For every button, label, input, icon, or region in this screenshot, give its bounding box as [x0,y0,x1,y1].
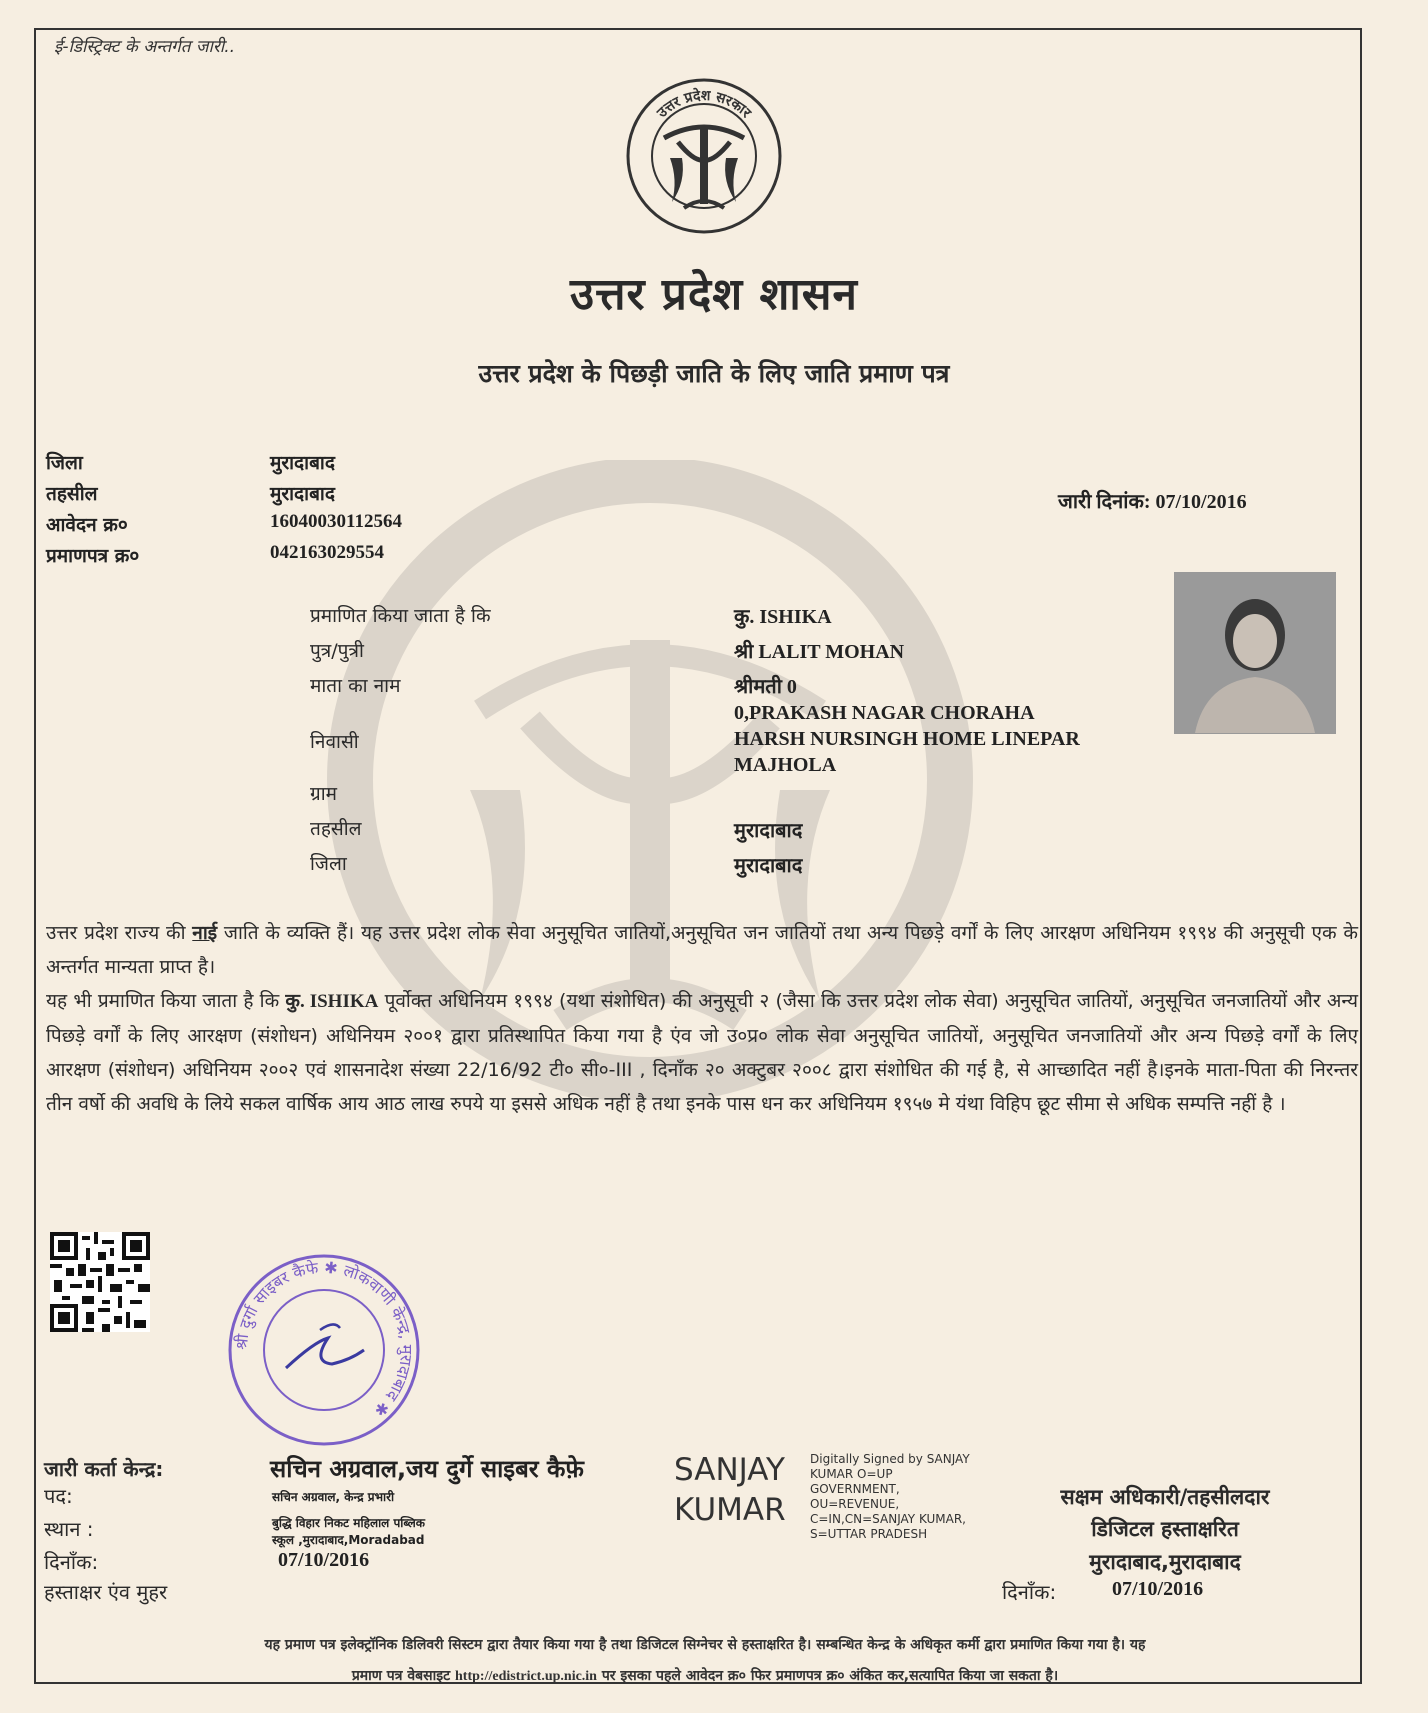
issue-date: जारी दिनांक: 07/10/2016 [1058,491,1247,513]
caste-text-start: उत्तर प्रदेश राज्य की [46,922,193,944]
tehsil-value: मुरादाबाद [270,483,335,505]
footer-text: पर इसका पहले आवेदन क्र० फिर प्रमाणपत्र क्र० अंकित कर,सत्यापित किया जा सकता है। [596,1668,1059,1684]
post-value: सचिन अग्रवाल, केन्द्र प्रभारी [272,1490,395,1504]
authority-title: सक्षम अधिकारी/तहसीलदार [1060,1485,1270,1509]
applicant-photo [1174,572,1336,734]
person-photo-icon [1175,573,1335,733]
authority-date-label: दिनाँक: [1002,1580,1057,1604]
qr-code-icon [50,1232,150,1332]
person-tehsil-value: मुरादाबाद [734,818,803,842]
certificate-label: प्रमाणपत्र क्र० [46,545,140,567]
e-district-note: ई-डिस्ट्रिक्ट के अन्तर्गत जारी.. [54,37,236,57]
cert-text-end: पूर्वोक्त अधिनियम १९९४ (यथा संशोधित) की अनुसूची २ (जैसा कि उत्तर प्रदेश लोक सेवा) अनुसूचित जातियों, अनुसूचित जनजातियों और अन्य पिछड़े वर्गों के लिए आरक्षण (संशोधन) अधिनियम २००१ द्वारा प्रतिस्थापित किया गया है एंव जो उ०प्र० लोक सेवा अनुसूचित जातियों, अनुसूचित जनजातियों और अन्य पिछड़े वर्गों के लिए आरक्षण (संशोधन) अधिनियम २००२ एवं शासनादेश संख्या 22/16/92 टी० सी०-III , दिनाँक २० अक्टुबर २००८ द्वारा संशोधित की गई है, से आच्छादित नहीं है।इनके माता-पिता की निरन्तर तीन वर्षो की अवधि के लिये सकल वार्षिक आय आठ लाख रुपये या इससे अधिक नहीं है तथा इनके पास धन कर अधिनियम १९५७ मे यंथा विहिप छूट सीमा से अधिक सम्पत्ति नहीं है । [46,990,1359,1115]
father-name: श्री LALIT MOHAN [734,641,905,663]
svg-text:उत्तर प्रदेश सरकार: उत्तर प्रदेश सरकार [654,87,754,122]
center-name: सचिन अग्रवाल,जय दुर्गे साइबर कैफ़े [270,1455,584,1483]
signature-detail-line: S=UTTAR PRADESH [810,1527,928,1541]
child-of-label: पुत्र/पुत्री [310,640,364,662]
issuer-date-label: दिनाँक: [44,1550,99,1574]
signature-detail-line: Digitally Signed by SANJAY [810,1452,970,1466]
certification-paragraph [46,984,1358,1121]
signature-detail-line: C=IN,CN=SANJAY KUMAR, [810,1512,966,1526]
digitally-signed-label: डिजिटल हस्ताक्षरित [1091,1517,1239,1541]
caste-text-end: जाति के व्यक्ति हैं। यह उत्तर प्रदेश लोक सेवा अनुसूचित जातियों,अनुसूचित जन जातियों तथा अन्य पिछड़े वर्गों के लिए आरक्षण अधिनियम १९९४ की अनुसूची एक के अन्तर्गत मान्यता प्राप्त है। [46,922,1358,978]
center-label: जारी कर्ता केन्द्र: [44,1457,164,1481]
caste-name: नाई [192,922,218,944]
signature-detail-line: KUMAR O=UP [810,1467,893,1481]
place-line: बुद्धि विहार निकट महिलाल पब्लिक [272,1516,425,1530]
signature-seal-label: हस्ताक्षर एंव मुहर [44,1580,168,1604]
certified-label: प्रमाणित किया जाता है कि [310,605,491,627]
application-label: आवेदन क्र० [46,514,128,536]
signature-detail-line: OU=REVENUE, [810,1497,900,1511]
person-district-value: मुरादाबाद [734,853,803,877]
cert-text-start: यह भी प्रमाणित किया जाता है कि [46,990,286,1012]
issuer-date: 07/10/2016 [278,1549,370,1571]
cyber-cafe-seal-icon [224,1250,424,1450]
signer-name-line: KUMAR [674,1492,786,1528]
resident-label: निवासी [310,731,359,753]
verification-link[interactable]: http://edistrict.up.nic.in [455,1669,597,1684]
footer-text: प्रमाण पत्र वेबसाइट [351,1668,456,1684]
address-line: 0,PRAKASH NAGAR CHORAHA [734,702,1035,724]
certificate-subtitle: उत्तर प्रदेश के पिछड़ी जाति के लिए जाति प्रमाण पत्र [478,359,950,388]
footer-line: यह प्रमाण पत्र इलेक्ट्रॉनिक डिलिवरी सिस्टम द्वारा तैयार किया गया है तथा डिजिटल सिग्नेचर से हस्ताक्षरित है। सम्बन्धित केन्द्र के अधिकृत कर्मी द्वारा प्रमाणित किया गया है। यह [264,1637,1146,1653]
district-value: मुरादाबाद [270,452,335,474]
address [734,700,1080,778]
tehsil-label: तहसील [46,483,98,505]
person-tehsil-label: तहसील [310,818,362,840]
svg-text:श्री दुर्गा साइबर कैफे ✱ लोकवा: श्री दुर्गा साइबर कैफे ✱ लोकवाणी केन्द्र, मुरादाबाद ✱ [231,1257,417,1421]
applicant-name: कु. ISHIKA [734,606,832,628]
person-district-label: जिला [310,853,347,875]
application-number: 16040030112564 [270,511,402,532]
verification-footer [46,1630,1364,1692]
certificate-number: 042163029554 [270,542,384,563]
place-line: स्कूल ,मुरादाबाद,Moradabad [272,1533,425,1547]
address-line: MAJHOLA [734,754,837,776]
up-emblem-icon [624,76,784,236]
post-label: पद: [44,1484,73,1508]
authority-location: मुरादाबाद,मुरादाबाद [1089,1550,1241,1574]
footer-line [46,1661,1364,1692]
mother-label: माता का नाम [310,675,401,697]
digital-signature-details [810,1452,970,1542]
village-label: ग्राम [310,783,337,805]
district-label: जिला [46,452,83,474]
signature-detail-line: GOVERNMENT, [810,1482,900,1496]
authority-date: 07/10/2016 [1112,1578,1204,1600]
mother-name: श्रीमती 0 [734,676,797,698]
place-label: स्थान : [44,1517,94,1541]
caste-paragraph [46,916,1358,984]
signer-name-line: SANJAY [674,1452,785,1488]
cert-applicant-name: कु. ISHIKA [285,991,379,1012]
page-title: उत्तर प्रदेश शासन [570,269,858,320]
address-line: HARSH NURSINGH HOME LINEPAR [734,728,1080,750]
signature-icon [286,1338,364,1368]
